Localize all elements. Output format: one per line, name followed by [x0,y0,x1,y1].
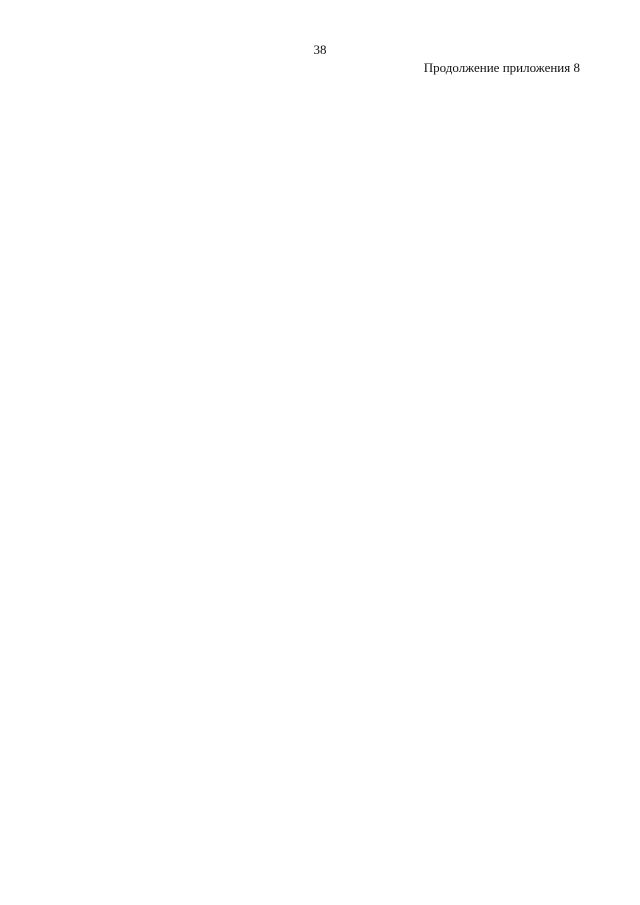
page-number: 38 [313,42,327,57]
appendix-continuation: Продолжение приложения 8 [423,60,580,75]
